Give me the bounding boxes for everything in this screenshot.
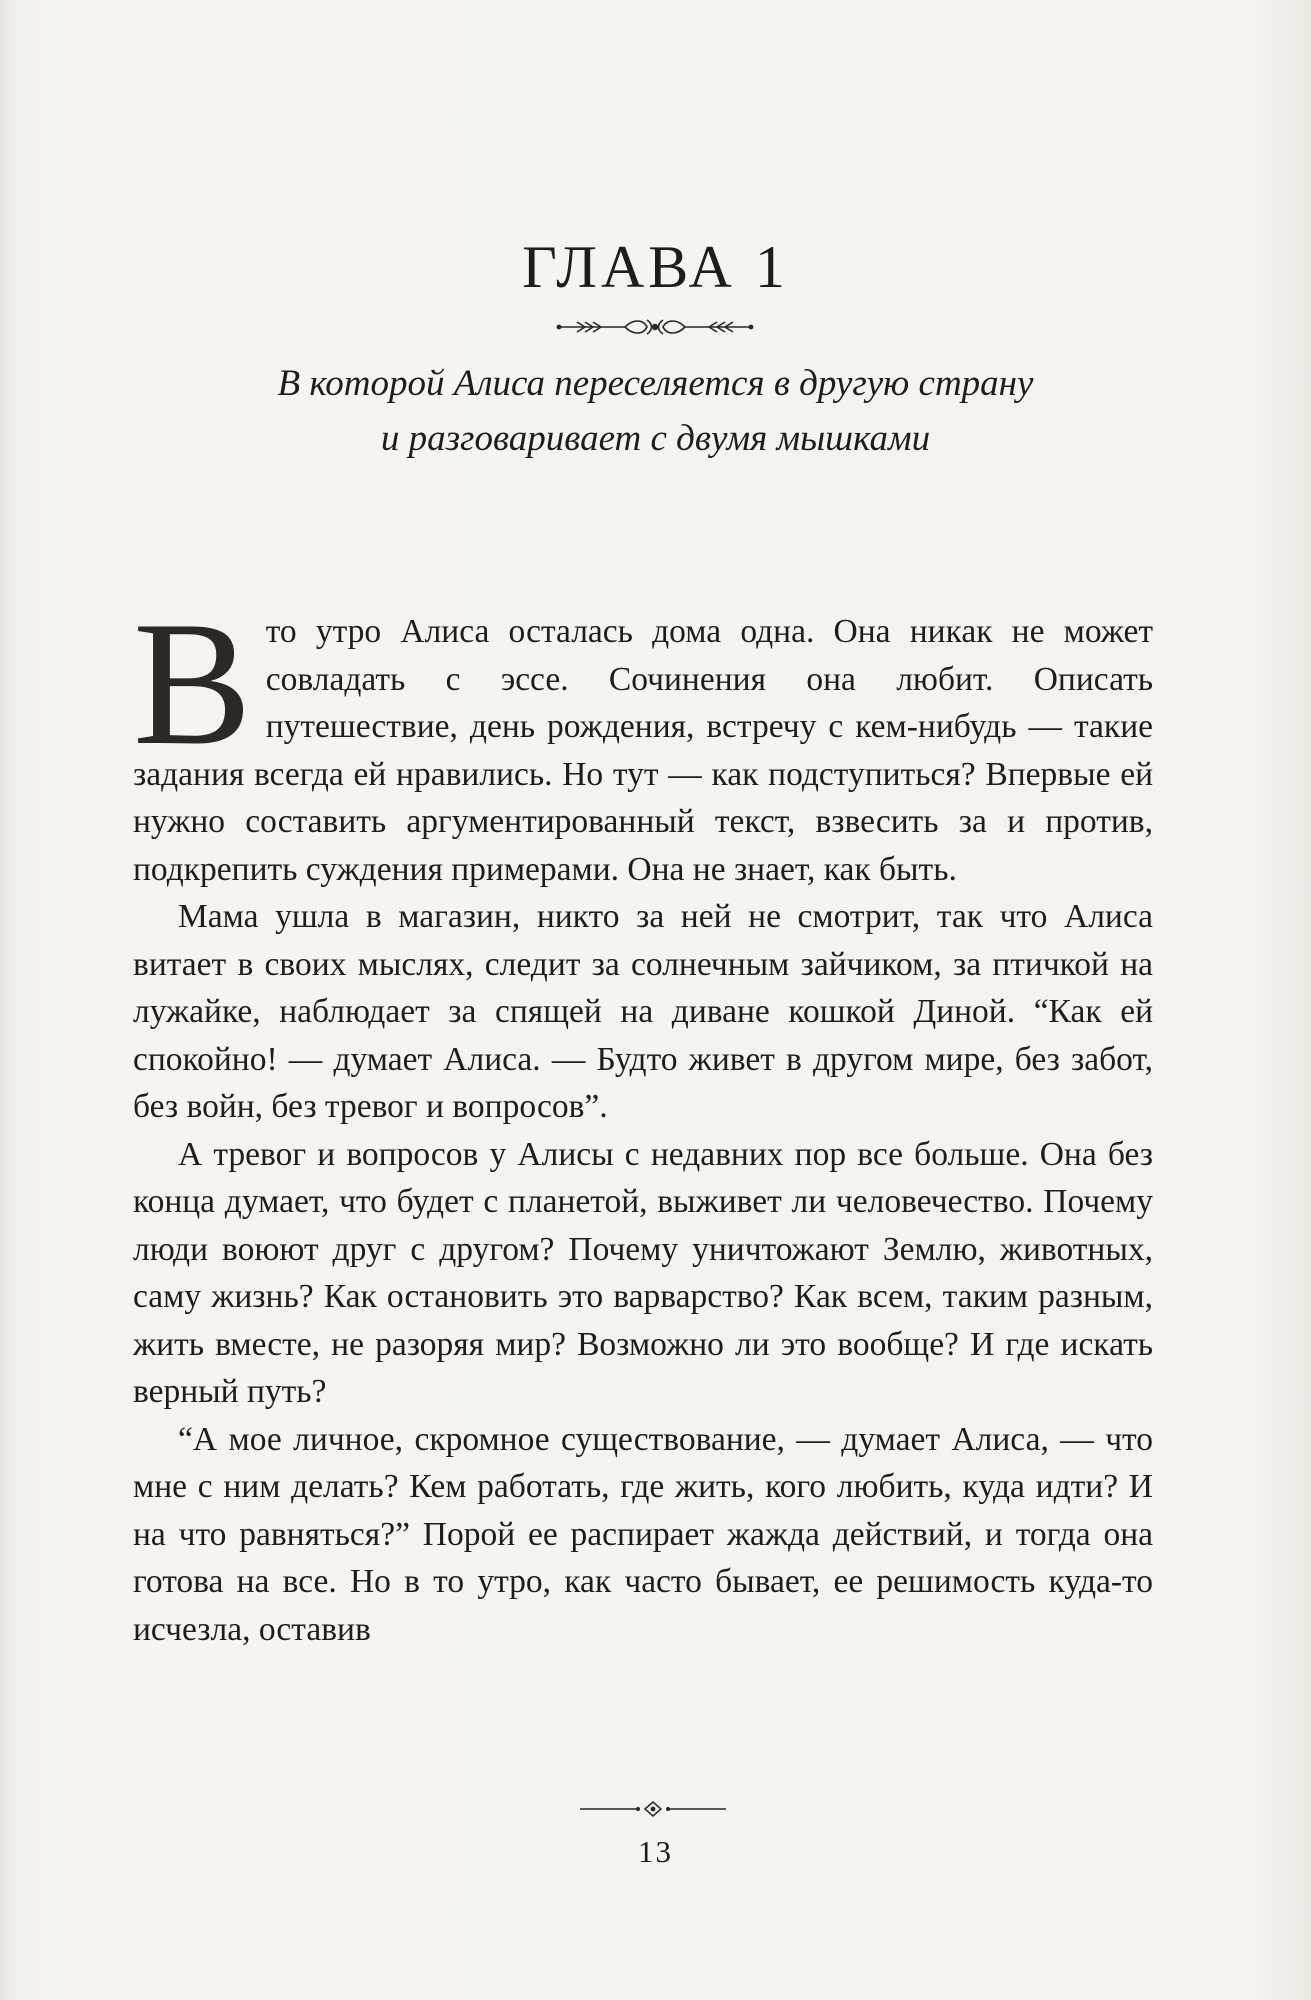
page-number: 13: [638, 1834, 673, 1869]
chapter-title: ГЛАВА 1: [522, 234, 789, 300]
paragraph-3: А тревог и вопросов у Алисы с недавних пор все больше. Она без конца думает, что будет с планетой, выживет ли человечество. Почему люди воюют друг с другом? Почему уничтожают Землю, животных, саму жизнь? Как остановить это варварство? Как всем, таким разным, жить вместе, не разоряя мир? Возможно ли это вообще? И где искать верный путь?: [133, 1135, 1153, 1410]
ornament-divider-bottom: [578, 1800, 728, 1818]
ornament-divider-top: [555, 316, 755, 338]
paragraph-2: Мама ушла в магазин, никто за ней не смотрит, так что Алиса витает в своих мыслях, следит за солнечным зайчиком, за птичкой на лужайке, наблюдает за спящей на диване кошкой Диной. “Как ей спокойно! — думает Алиса. — Будто живет в другом мире, без забот, без войн, без тревог и вопросов”.: [133, 898, 1153, 1125]
body-text: [133, 584, 1153, 1653]
chapter-subtitle: [0, 356, 1311, 466]
paragraph-1: [133, 584, 1153, 893]
drop-cap: В: [133, 584, 252, 782]
chapter-subtitle-line-1: В которой Алиса переселяется в другую страну: [277, 363, 1034, 404]
paragraph-1-text: то утро Алиса осталась дома одна. Она никак не может совладать с эссе. Сочинения она любит. Описать путешествие, день рождения, встречу с кем-нибудь — такие задания всегда ей нравились. Но тут — как подступиться? Впервые ей нужно составить аргументированный текст, взвесить за и против, подкрепить суждения примерами. Она не знает, как быть.: [133, 613, 1153, 888]
chapter-subtitle-line-2: и разговаривает с двумя мышками: [380, 418, 931, 459]
paragraph-4: “А мое личное, скромное существование, — думает Алиса, — что мне с ним делать? Кем работать, где жить, кого любить, куда идти? И на что равняться?” Порой ее распирает жажда действий, и тогда она готова на все. Но в то утро, как часто бывает, ее решимость куда-то исчезла, оставив: [133, 1420, 1153, 1648]
